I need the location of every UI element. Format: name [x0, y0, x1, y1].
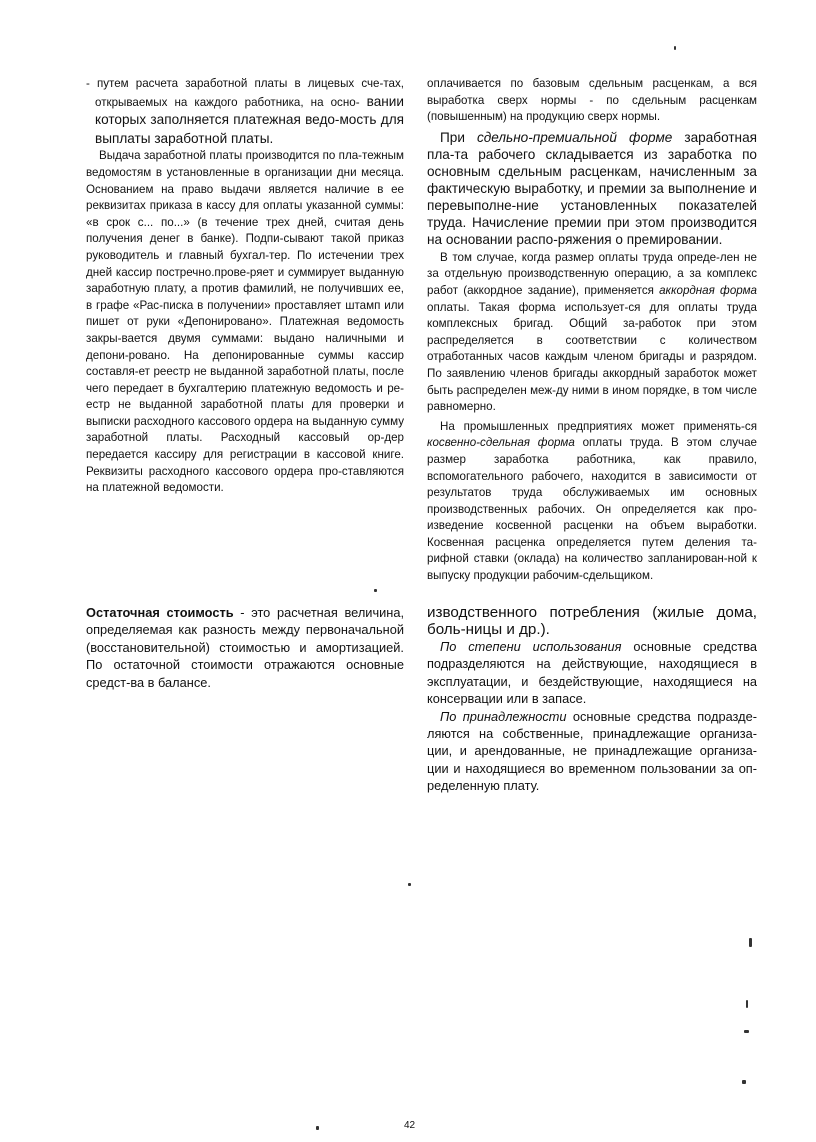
paragraph-indirect-piece: На промышленных предприятиях может применять-ся косвенно-сдельная форма оплаты труда. В этом случае размер заработка работника, как правило, вспомогательного рабочего, находится в зависимости от результатов труда обслуживаемых им основных производственных рабочих. Он определяется как про-изведение косвенной расценки на объем выработки. Косвенная расценка определяется путем деления та-рифной ставки (оклада) на количество запланирован-ной к выпуску продукции рабочим-сдельщиком.	[427, 419, 757, 583]
scan-speck	[744, 1030, 749, 1033]
top-right-column	[427, 76, 757, 585]
paragraph-by-ownership: По принадлежности основные средства подразде-ляются на собственные, принадлежащие организа-ции, и арендованные, не принадлежащие организа-ции и находящиеся во временном пользовании за оп-ределенную плату.	[427, 708, 757, 794]
continuation-text: изводственного потребления (жилые дома, боль-ницы и др.).	[427, 604, 757, 638]
page-number: 42	[404, 1120, 416, 1131]
term-indirect-piece: косвенно-сдельная форма	[427, 436, 575, 450]
scan-speck	[316, 1126, 319, 1130]
term-by-usage: По степени использования	[440, 639, 622, 654]
scan-speck	[674, 46, 676, 50]
paragraph-chord: В том случае, когда размер оплаты труда опреде-лен не за отдельную производственную операцию, а за комплекс работ (аккордное задание), применяется аккордная форма оплаты. Такая форма использует-ся для оплаты труда комплексных бригад. Общий за-работок при этом распределяется в соответствии с количеством отработанных часов каждым членом бригады и разрядом. По заявлению членов бригады аккордный заработок может быть распределен меж-ду ними в ином порядке, в том числе равномерно.	[427, 250, 757, 414]
scan-speck	[742, 1080, 746, 1084]
list-item-end: вании которых заполняется платежная ведо-мость для выплаты заработной платы.	[95, 93, 404, 146]
scan-speck	[374, 589, 377, 592]
scan-speck	[408, 883, 411, 886]
bottom-left-column	[86, 604, 404, 691]
term-piece-bonus: сдельно-премиальной форме	[476, 129, 673, 145]
scan-speck	[746, 1000, 748, 1008]
term-chord: аккордная форма	[659, 283, 757, 297]
paragraph-piece-bonus: При сдельно-премиальной форме заработная пла-та рабочего складывается из заработка по основным сдельным расценкам, начисленным за фактическую выработку, и премии за выполнение и перевыполне-ние установленных показателей труда. Начисление премии при этом производится на основании распо-ряжения о премировании.	[427, 129, 757, 247]
scan-speck	[749, 938, 752, 947]
bottom-right-column	[427, 604, 757, 795]
list-item	[86, 76, 404, 148]
paragraph-base-rates: оплачивается по базовым сдельным расценкам, а вся выработка сверх нормы - по сдельным расценкам (повышенным) на продукцию сверх нормы.	[427, 77, 757, 124]
salary-payout-paragraph: Выдача заработной платы производится по пла-тежным ведомостям в установленные в организации дни месяца. Основанием на право выдачи является наличие в ее реквизитах приказа в кассу для оплаты указанной суммы: «в срок с... по...» (в течение трех дней, считая день получения денег в банке). Подпи-сывают такой приказ руководитель и главный бухгал-тер. По истечении трех дней кассир постречно.прове-ряет и суммирует выданную заработную плату, а против фамилий, не получивших ее, в графе «Рас-писка в получении» проставляет штамп или пишет от руки «Депонировано». Платежная ведомость закры-вается двумя суммами: выдано наличными и депони-ровано. На депонированные суммы кассир составля-ет реестр не выданной заработной платы, после чего передает в бухгалтерию платежную ведомость и ре-естр не выданной заработной платы для проверки и выписки расходного кассового ордера на выданную сумму заработной платы. Расходный кассовый ор-дер передается кассиру для регистрации в кассовой книге. Реквизиты расходного кассового ордера про-ставляются на платежной ведомости.	[86, 149, 404, 495]
term-residual-value: Остаточная стоимость	[86, 605, 234, 620]
paragraph-by-usage: По степени использования основные средства подразделяются на действующие, находящиеся в эксплуатации, и бездействующие, находящиеся на консервации или в запасе.	[427, 639, 757, 707]
residual-value-definition: Остаточная стоимость - это расчетная величина, определяемая как разность между первоначальной (восстановительной) стоимостью и амортизацией. По остаточной стоимости отражаются основные средст-ва в балансе.	[86, 605, 404, 690]
list-item-start: - путем расчета заработной платы в лицевых сче-тах, открываемых на каждого работника, на осно-	[86, 77, 404, 109]
term-by-ownership: По принадлежности	[440, 708, 567, 724]
top-left-column	[86, 76, 404, 497]
